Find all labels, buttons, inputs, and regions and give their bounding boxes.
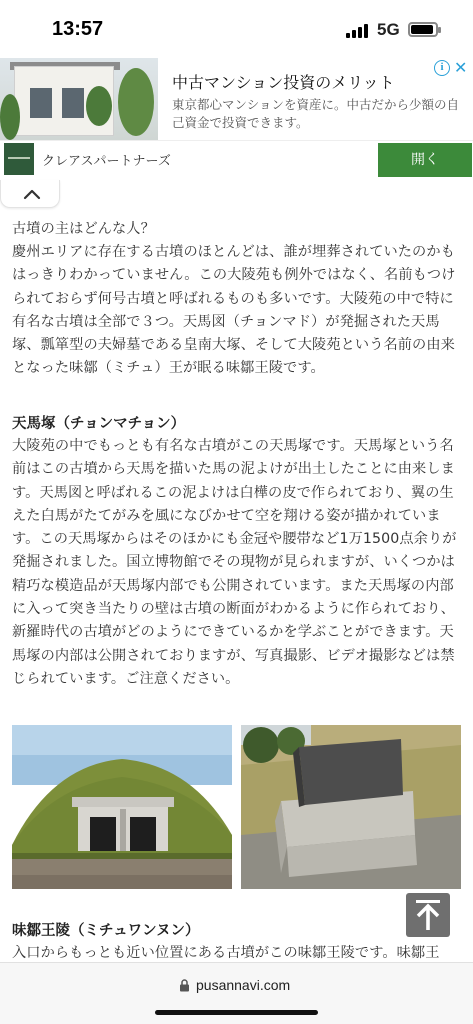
tenma-paragraph: 大陵苑の中でもっとも有名な古墳がこの天馬塚です。天馬塚という名前はこの古墳から天馬を描いた馬の泥よけが出土したことに由来します。天馬図と呼ばれるこの泥よけは白樺の皮で作られており、翼の生えた白馬がたてがみを風になびかせて空を翔ける姿が描かれています。この天馬塚からはそのほかにも金冠や腰帯など1万1500点余りが発掘されました。国立博物館でその現物が見られますが、いくつかは精巧な模造品が天馬塚内部でも公開されています。また天馬塚の内部に入って突き当たりの壁は古墳の断面がわかるように作られており、新羅時代の古墳がどのようにできているかを学ぶことができます。天馬塚の内部は公開されておりますが、写真撮影、ビデオ撮影などは禁じられています。ご注意ください。	[12, 438, 457, 687]
status-bar	[0, 0, 473, 58]
collapse-ad-button[interactable]	[0, 180, 60, 208]
battery-icon	[408, 22, 438, 37]
chevron-up-icon	[23, 188, 41, 200]
ad-open-button[interactable]: 開く	[378, 143, 472, 177]
lock-icon	[179, 979, 190, 992]
ad-footer	[0, 140, 473, 176]
michu-paragraph: 入口からもっとも近い位置にある古墳がこの味鄒王陵です。味鄒王	[12, 945, 440, 961]
tenma-heading: 天馬塚（チョンマチョン）	[12, 416, 186, 432]
tumulus-photo	[12, 725, 232, 889]
ad-close-icon[interactable]: ✕	[454, 58, 468, 77]
ad-description[interactable]: 東京都心マンションを資産に。中古だから少額の自己資金で投資できます。	[172, 97, 459, 130]
ad-title[interactable]: 中古マンション投資のメリット	[172, 73, 395, 92]
ad-banner[interactable]	[0, 58, 473, 180]
status-time: 13:57	[52, 18, 104, 40]
url-text[interactable]: pusannavi.com	[196, 977, 291, 993]
network-type: 5G	[377, 20, 400, 39]
intro-paragraph: 慶州エリアに存在する古墳のほとんどは、誰が埋葬されていたのかもはっきりわかっていません。この大陵苑も例外ではなく、名前もつけられておらず何号古墳と呼ばれるものも多いです。大陵苑の中で特に有名な古墳は全部で３つ。天馬図（チョンマド）が発掘された天馬塚、瓢箪型の夫婦墓である皇南大塚、そして大陵苑という名前の由来となった味鄒（ミチュ）王が眠る味鄒王陵です。	[12, 244, 456, 377]
signal-icon	[346, 24, 368, 38]
home-indicator[interactable]	[155, 1010, 318, 1015]
arrow-up-icon	[414, 899, 442, 931]
scroll-to-top-button[interactable]	[406, 893, 450, 937]
ad-company-logo	[4, 143, 34, 175]
monument-photo	[241, 725, 461, 889]
ad-info-icon[interactable]: i	[434, 60, 450, 76]
michu-heading: 味鄒王陵（ミチュワンヌン）	[12, 923, 200, 939]
ad-image[interactable]	[0, 58, 158, 140]
question-heading: 古墳の主はどんな人？	[12, 221, 155, 237]
ad-company-name[interactable]: クレアスパートナーズ	[42, 154, 171, 169]
